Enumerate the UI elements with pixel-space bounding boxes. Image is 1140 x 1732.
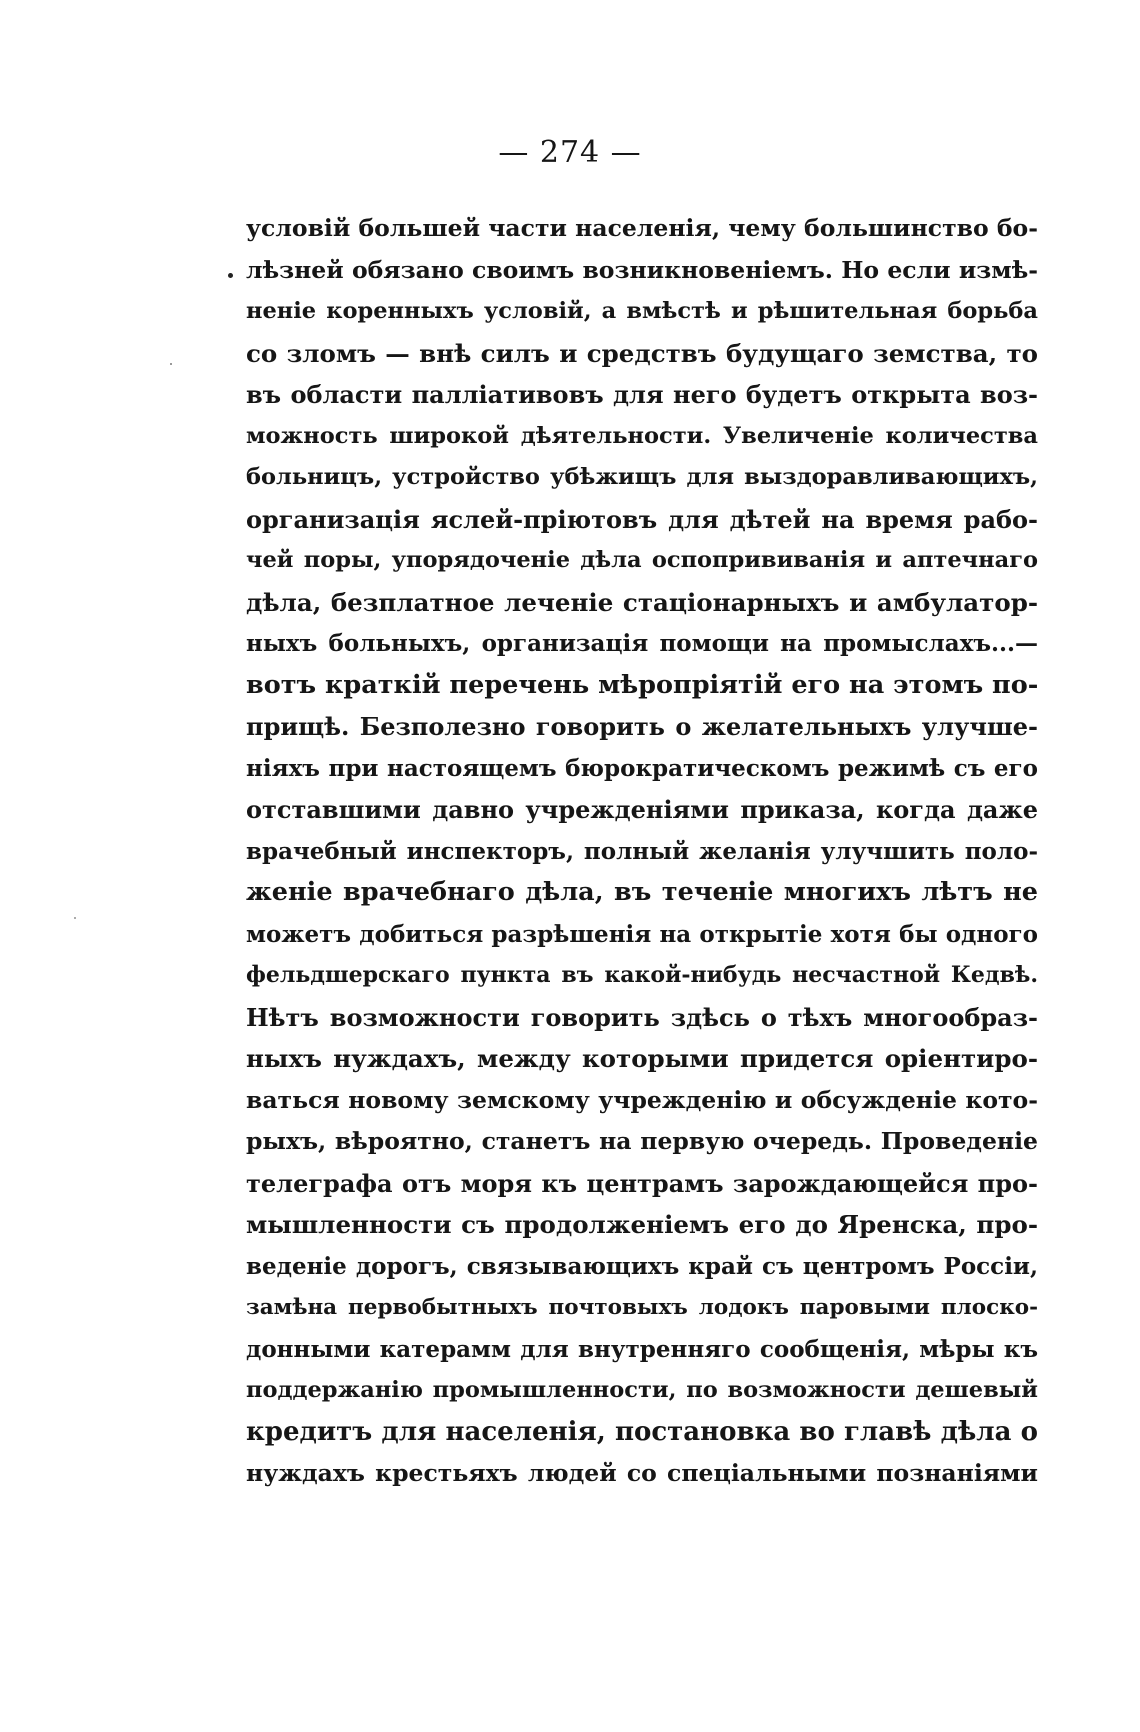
text-line: ныхъ нуждахъ, между которыми придется оріентиро- xyxy=(246,1044,1038,1073)
text-line: ваться новому земскому учрежденію и обсужденіе кото- xyxy=(246,1085,1038,1114)
text-line: веденіе дорогъ, связывающихъ край съ центромъ Россіи, xyxy=(246,1252,1038,1280)
text-line: поддержанію промышленности, по возможности дешевый xyxy=(246,1377,1038,1403)
text-line: можетъ добиться разрѣшенія на открытіе хотя бы одного xyxy=(246,920,1038,948)
text-line: неніе коренныхъ условій, а вмѣстѣ и рѣшительная борьба xyxy=(246,298,1038,324)
text-line: телеграфа отъ моря къ центрамъ зарождающейся про- xyxy=(246,1168,1038,1198)
text-line: со зломъ — внѣ силъ и средствъ будущаго земства, то xyxy=(246,338,1038,368)
text-line: чей поры, упорядоченіе дѣла оспопрививанія и аптечнаго xyxy=(246,547,1038,573)
text-line: можность широкой дѣятельности. Увеличеніе количества xyxy=(246,422,1038,449)
text-line: женіе врачебнаго дѣла, въ теченіе многихъ лѣтъ не xyxy=(246,877,1038,907)
text-line: вотъ краткій перечень мѣропріятій его на этомъ по- xyxy=(246,669,1039,700)
scan-speck xyxy=(170,363,172,365)
text-line: мышленности съ продолженіемъ его до Яренска, про- xyxy=(246,1210,1038,1239)
text-line: условій большей части населенія, чему большинство бо- xyxy=(246,214,1038,242)
text-line: отставшими давно учрежденіями приказа, когда даже xyxy=(246,795,1038,824)
text-line: больницъ, устройство убѣжищъ для выздоравливающихъ, xyxy=(246,464,1038,490)
text-line: рыхъ, вѣроятно, станетъ на первую очередь. Проведеніе xyxy=(246,1127,1038,1155)
text-line: кредитъ для населенія, постановка во главѣ дѣла о xyxy=(246,1416,1038,1447)
text-line: дѣла, безплатное леченіе стаціонарныхъ и амбулатор- xyxy=(246,587,1038,617)
text-line: фельдшерскаго пункта въ какой-нибудь несчастной Кедвѣ. xyxy=(246,962,1038,988)
text-line: ніяхъ при настоящемъ бюрократическомъ режимѣ съ его xyxy=(246,754,1038,782)
text-line: лѣзней обязано своимъ возникновеніемъ. Но если измѣ- xyxy=(246,255,1038,284)
scan-speck xyxy=(74,917,76,919)
text-line: прищѣ. Безполезно говорить о желательныхъ улучше- xyxy=(246,712,1038,741)
text-line: врачебный инспекторъ, полный желанія улучшить поло- xyxy=(246,837,1038,865)
text-line: нуждахъ крестьяхъ людей со спеціальными познаніями xyxy=(246,1459,1038,1487)
text-line: въ области палліативовъ для него будетъ открыта воз- xyxy=(246,380,1038,409)
text-line: замѣна первобытныхъ почтовыхъ лодокъ паровыми плоско- xyxy=(246,1295,1038,1320)
text-line: донными катерамм для внутренняго сообщенія, мѣры къ xyxy=(246,1335,1038,1363)
page-number: — 274 — xyxy=(498,135,642,170)
body-text xyxy=(246,208,1038,1495)
text-line: организація яслей-пріютовъ для дѣтей на время рабо- xyxy=(246,504,1038,534)
text-line: ныхъ больныхъ, организація помощи на промыслахъ...— xyxy=(246,630,1038,657)
scan-speck xyxy=(228,273,233,278)
text-line: Нѣтъ возможности говорить здѣсь о тѣхъ многообраз- xyxy=(246,1002,1038,1032)
